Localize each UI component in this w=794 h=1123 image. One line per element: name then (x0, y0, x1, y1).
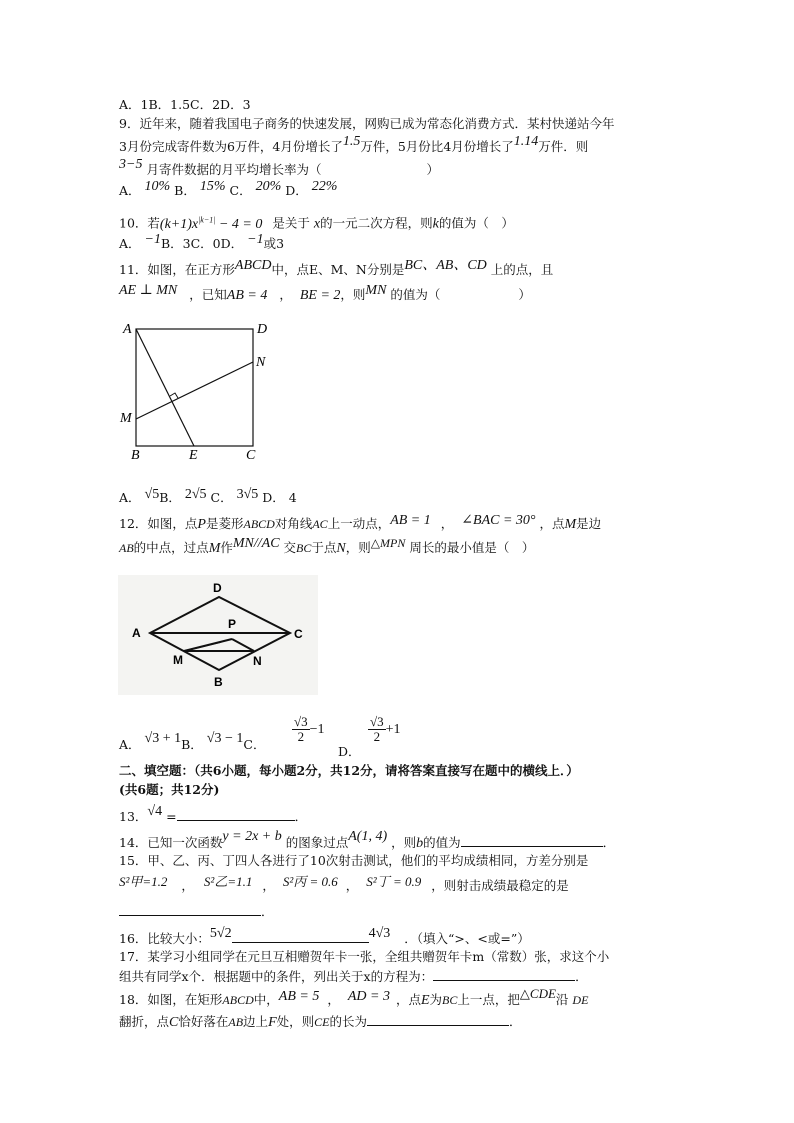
q14: 14．已知一次函数y = 2x + b 的图象过点A(1, 4) ，则b的值为 ． (119, 829, 616, 851)
segment-ae (136, 329, 194, 446)
q10-stem: 10．若$(k+1)x^{|k-1|} - 4 = 0$ 是关于 x的一元二次方程，则k的值为（ ） (119, 215, 514, 232)
right-angle-mark (170, 393, 178, 398)
q10-options: A． −1B．3C．0D． −1或3 (119, 232, 285, 251)
q9-line1: 9．近年来，随着我国电子商务的快速发展，网购已成为常态化消费方式．某村快递站今年 (119, 116, 615, 131)
q12-line1: 12．如图，点P是菱形ABCD对角线AC上一动点，AB = 1 ， ∠BAC = 30° ，点M是边 (119, 513, 602, 532)
q11-options: A． √5B． 2√5 C． 3√5 D． 4 (119, 487, 297, 505)
q15-line2: S²甲=1.2 ， S²乙=1.1 ， S²丙 = 0.6 ， S²丁 = 0.9 ，则射击成绩最稳定的是 (119, 874, 569, 893)
q14-answer-blank[interactable] (461, 834, 603, 847)
label-d: D (213, 581, 222, 595)
section2-heading: 二、填空题：（共6小题，每小题2分，共12分，请将答案直接写在题中的横线上．） (119, 763, 579, 778)
label-p: P (228, 617, 237, 631)
label-c: C (246, 448, 256, 463)
segment-mn (136, 362, 253, 419)
q8-options: A．1B．1.5C．2D．3 (119, 97, 251, 112)
label-m: M (173, 653, 183, 667)
label-a: A (132, 626, 141, 640)
q13-answer-blank[interactable] (177, 808, 295, 821)
label-c: C (294, 627, 303, 641)
label-a: A (123, 322, 132, 337)
square-abcd (136, 329, 253, 446)
q15-answer-blank[interactable] (119, 903, 261, 916)
q9-options: A． 10% B． 15% C． 20% D． 22% (119, 179, 338, 198)
label-n: N (253, 654, 262, 668)
q15-line3: ． (119, 903, 274, 920)
q18-answer-blank[interactable] (367, 1013, 509, 1026)
label-b: B (131, 448, 140, 463)
q12-option-c-frac: $\frac{√3}{2}$ −1 (294, 714, 325, 744)
section2-sub: (共6题；共12分) (119, 782, 220, 797)
q12-option-d-frac: $\frac{√3}{2}$ +1 (370, 714, 401, 744)
label-b: B (214, 675, 223, 689)
q12-line2: AB的中点，过点M作MN//AC 交BC于点N，则△MPN 周长的最小值是（ ） (119, 536, 535, 556)
q17-line1: 17．某学习小组同学在元旦互相赠贺年卡一张，全组共赠贺年卡m（常数）张，求这个小 (119, 949, 610, 964)
q12-options: A． √3 + 1B． √3 − 1C． (119, 731, 266, 752)
q12-figure-rhombus (118, 575, 318, 695)
q18-line1: 18．如图，在矩形ABCD中，AB = 5 ， AD = 3 ，点E为BC上一点，把△CDE沿 DE (119, 986, 589, 1008)
q12-option-d-label: D． (338, 744, 361, 759)
q16-answer-blank[interactable] (232, 930, 369, 943)
label-n: N (256, 355, 266, 370)
q9-line3: 3−5 月寄件数据的月平均增长率为（ ） (119, 157, 439, 177)
q11-line1: 11．如图，在正方形ABCD中，点E、M、N分别是BC、AB、CD 上的点，且 (119, 258, 554, 277)
q18-line2: 翻折，点C恰好落在AB边上F处，则CE的长为 ． (119, 1014, 522, 1030)
label-e: E (189, 448, 198, 463)
q9-line2: 3月份完成寄件数为6万件，4月份增长了1.5万件，5月份比4月份增长了1.14万件．则 (119, 134, 589, 154)
q10-equation: $(k+1)x^{|k-1|} - 4 = 0$ (159, 215, 263, 232)
q15-line1: 15．甲、乙、丙、丁四人各进行了10次射击测试，他们的平均成绩相同，方差分别是 (119, 853, 589, 868)
q13: 13．√4 = ． (119, 804, 308, 824)
q11-figure-square (115, 318, 275, 463)
label-m: M (120, 411, 132, 426)
q17-answer-blank[interactable] (433, 968, 575, 981)
q16: 16．比较大小：5√2 4√3 ．（填入“>、<或=”） (119, 926, 530, 946)
label-d: D (257, 322, 268, 337)
q17-line2: 组共有同学x个．根据题中的条件，列出关于x的方程为： ． (119, 969, 588, 984)
q11-line2: AE ⊥ MN ，已知AB = 4 ， BE = 2，则MN 的值为（ ） (119, 283, 531, 303)
